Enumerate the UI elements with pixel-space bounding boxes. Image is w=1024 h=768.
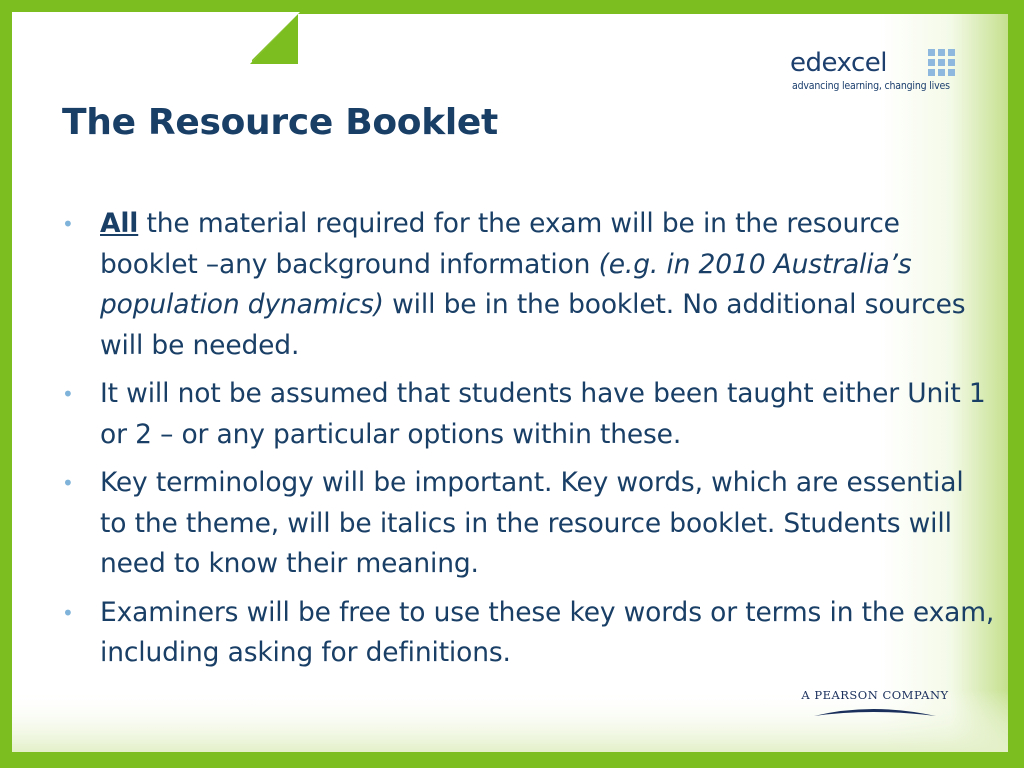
bullet-lead-emphasis: All [100,208,139,239]
logo-tagline: advancing learning, changing lives [792,80,950,92]
bullet-list [62,204,997,682]
bullet-text: will be in the booklet. No additional sources will be needed. [100,289,966,361]
bullet-text: It will not be assumed that students have been taught either Unit 1 or 2 – or any particular options within these. [100,378,986,450]
bullet-item [62,374,997,455]
logo-dot-grid-icon [928,49,956,77]
pearson-logo [792,688,958,722]
bullet-text: Key terminology will be important. Key words, which are essential to the theme, will be italics in the resource booklet. Students will need to know their meaning. [100,467,964,579]
bullet-marker-icon: • [62,212,74,236]
bullet-item [62,593,997,674]
bullet-marker-icon: • [62,471,74,495]
bullet-example-italic: (e.g. in 2010 Australia’s population dynamics) [100,248,912,320]
edexcel-logo [790,46,970,96]
bullet-marker-icon: • [62,382,74,406]
bullet-text: Examiners will be free to use these key words or terms in the exam, including asking for definitions. [100,596,995,668]
bullet-text: the material required for the exam will be in the resource booklet –any background information [100,208,900,280]
pearson-company-text: A PEARSON COMPANY [801,688,949,702]
logo-wordmark: edexcel [790,48,887,78]
bullet-item [62,204,997,366]
slide-title: The Resource Booklet [62,102,498,143]
bullet-marker-icon: • [62,600,74,625]
pearson-swoosh-icon [812,704,938,720]
bullet-item [62,463,997,585]
